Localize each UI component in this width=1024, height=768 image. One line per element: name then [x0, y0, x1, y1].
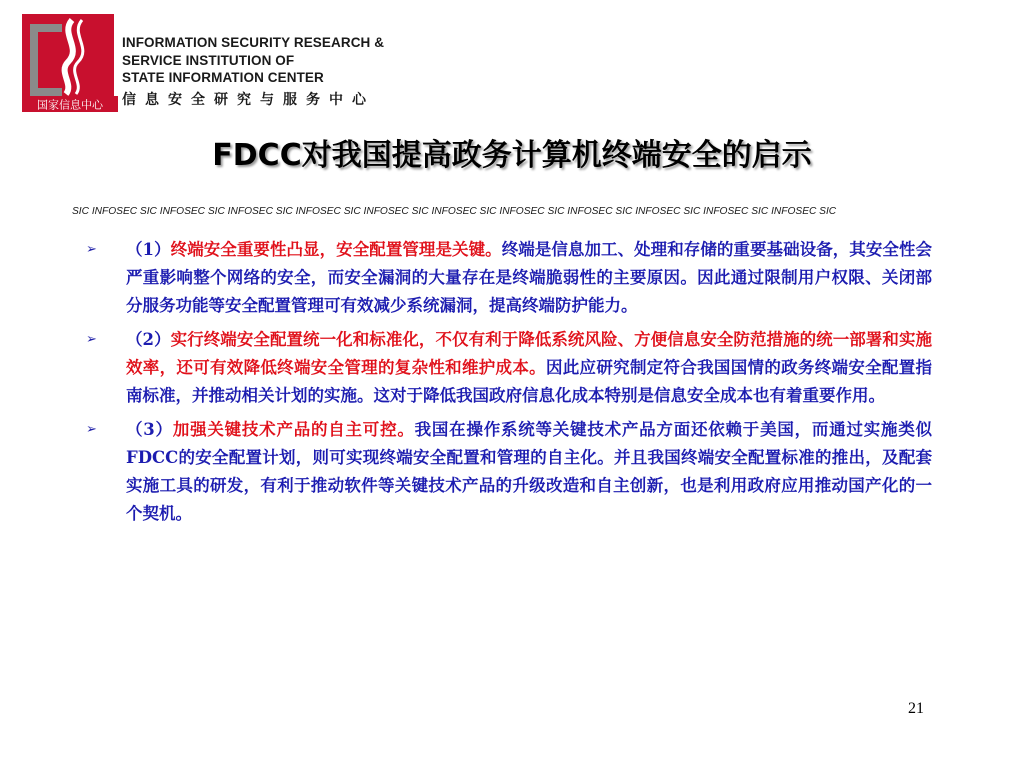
list-item-text: [126, 236, 932, 320]
list-item: [86, 236, 932, 320]
org-name-en-line-2: SERVICE INSTITUTION OF: [122, 52, 295, 68]
org-name-en-line-1: INFORMATION SECURITY RESEARCH &: [122, 35, 385, 50]
arrow-bullet-icon: ➢: [86, 422, 97, 437]
organization-logo: [22, 14, 114, 98]
list-item-text: [126, 416, 932, 528]
item-body: 因此应研究制定符合我国国情的政务终端安全配置指南标准，并推动相关计划的实施。这对于降低我国政府信息化成本特别是信息安全成本也有着重要作用。: [126, 358, 933, 405]
list-item: [86, 326, 932, 410]
logo-calligraphy: [22, 96, 118, 112]
slide-title: FDCC对我国提高政务计算机终端安全的启示: [212, 138, 812, 173]
item-number: （3）: [126, 420, 173, 439]
item-body: 终端是信息加工、处理和存储的重要基础设备，其安全性会严重影响整个网络的安全，而安全漏洞的大量存在是终端脆弱性的主要原因。因此通过限制用户权限、关闭部分服务功能等安全配置管理可有效减少系统漏洞，提高终端防护能力。: [126, 240, 933, 315]
item-number: （2）: [126, 330, 171, 349]
item-highlight: 实行终端安全配置统一化和标准化，不仅有利于降低系统风险、方便信息安全防范措施的统一部署和实施效率，还可有效降低终端安全管理的复杂性和维护成本。: [126, 330, 932, 377]
item-number: （1）: [126, 240, 171, 259]
org-name-cn: 信息安全研究与服务中心: [122, 91, 375, 108]
list-item: [86, 416, 932, 528]
item-body: 我国在操作系统等关键技术产品方面还依赖于美国，而通过实施类似FDCC的安全配置计划，则可实现终端安全配置和管理的自主化。并且我国终端安全配置标准的推出，及配套实施工具的研发，有利于推动软件等关键技术产品的升级改造和自主创新，也是利用政府应用推动国产化的一个契机。: [126, 420, 933, 523]
watermark-strip: SIC INFOSEC SIC INFOSEC SIC INFOSEC SIC INFOSEC SIC INFOSEC SIC INFOSEC SIC INFOSEC SIC INFOSEC SIC INFOSEC SIC INFOSEC SIC INFOSEC SIC: [72, 206, 837, 217]
arrow-bullet-icon: ➢: [86, 242, 97, 257]
item-highlight: 终端安全重要性凸显，安全配置管理是关键。: [170, 240, 502, 259]
org-name-en-line-3: STATE INFORMATION CENTER: [122, 70, 324, 85]
page-number: 21: [908, 700, 924, 717]
item-highlight: 加强关键技术产品的自主可控。: [172, 420, 415, 439]
bullet-list: [86, 236, 932, 534]
organization-name: [122, 34, 384, 109]
list-item-text: [126, 326, 932, 410]
svg-text:国家信息中心: 国家信息中心: [37, 98, 103, 112]
arrow-bullet-icon: ➢: [86, 332, 97, 347]
